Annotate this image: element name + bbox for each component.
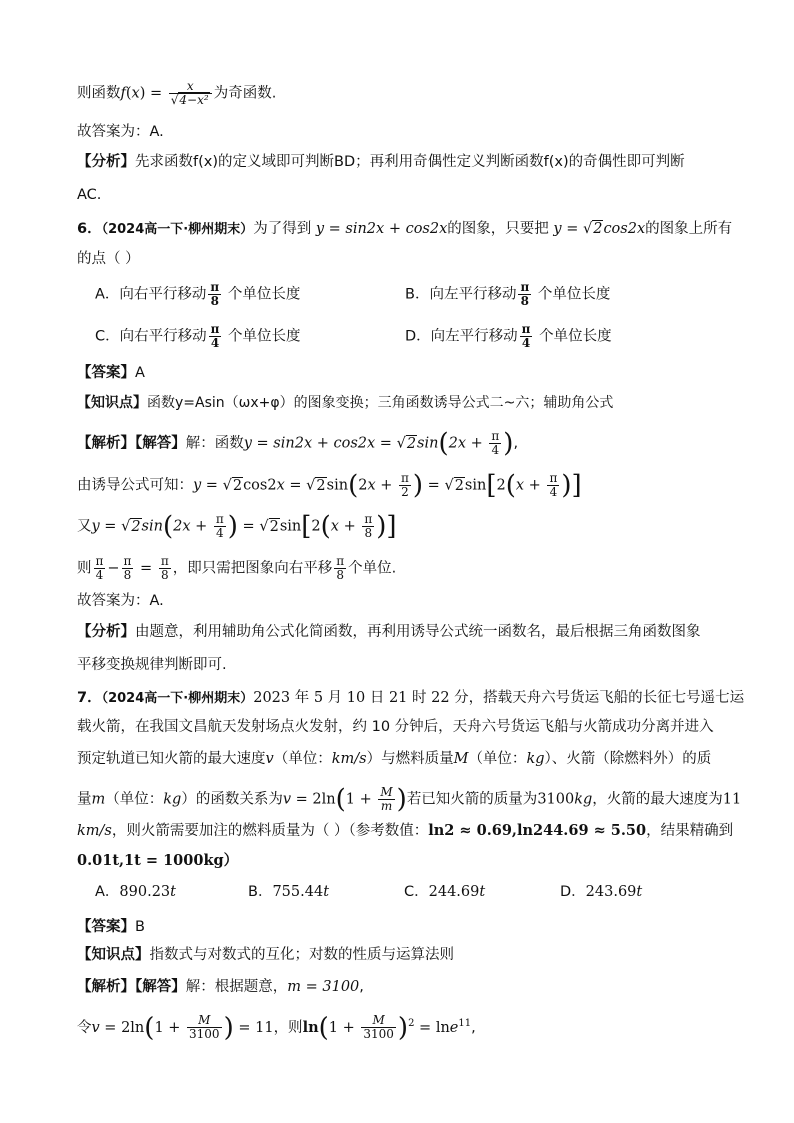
option-value: 244.69: [428, 884, 480, 900]
q7-number: 7．: [77, 690, 102, 706]
q6-solution-line4: 则 $\frac{\pi}{4}$ − $\frac{\pi}{8}$ = $\frac{\pi}{8}$ ，即只需把图象向右平移 $\frac{\pi}{8}$ 个单位.: [77, 554, 397, 582]
option-letter: D．: [560, 884, 586, 900]
q6-analysis: [77, 621, 701, 643]
q7-line3-a: 预定轨道已知火箭的最大速度: [77, 751, 266, 767]
solution-text: 解：函数: [185, 435, 244, 452]
option-pre: 向左平行移动: [429, 286, 517, 303]
q7-line6: 0.01t,1t = 1000kg）: [77, 852, 239, 869]
option-letter: C．: [95, 328, 120, 345]
q7-solution-line2: 令v = 2ln(1 + $\frac{M}{3100}$ ) = 11，则ln(1 + $\frac{M}{3100}$ )$^2$ = lne$^{11}$,: [77, 1012, 476, 1043]
q7-line1: 2023 年 5 月 10 日 21 时 22 分，搭载天舟六号货运飞船的长征七号遥七运: [253, 690, 745, 706]
knowledge-text: 函数y=Asin（ωx+φ）的图象变换；三角函数诱导公式二~六；辅助角公式: [147, 395, 614, 411]
q6-solution-line3: 又y = √2sin(2x + $\frac{\pi}{4}$ ) = √2sin[2(x + $\frac{\pi}{8}$ )]: [77, 511, 397, 542]
q7-line4-b: （单位：: [105, 791, 164, 808]
then-text: ，即只需把图象向右平移: [172, 560, 333, 577]
option-value: 755.44: [272, 884, 324, 900]
q6-option-b[interactable]: [405, 281, 610, 308]
q7-stem-line1: [77, 687, 744, 710]
q6-source: （2024高一下·柳州期末）: [101, 222, 254, 237]
q6-knowledge: [77, 392, 613, 414]
frac-den: 8: [210, 294, 219, 308]
q7-line4-c: ）的函数关系为: [181, 791, 283, 808]
q6-option-d[interactable]: [405, 323, 612, 350]
q6-solution-line1: 【解析】【解答】解：函数y = sin2x + cos2x = √2sin(2x + $\frac{\pi}{4}$ ),: [77, 428, 519, 459]
q7-line3-b: （单位：: [273, 751, 332, 767]
let-mid: ，则: [273, 1019, 303, 1036]
option-value: 243.69: [585, 884, 637, 900]
knowledge-text: 指数式与对数式的互化；对数的性质与运算法则: [149, 947, 454, 963]
analysis-text: 先求函数f(x)的定义域即可判断BD；再利用奇偶性定义判断函数f(x)的奇偶性即可判断: [135, 154, 685, 170]
option-letter: B．: [248, 884, 273, 900]
option-letter: A．: [95, 884, 120, 900]
q7-option-c[interactable]: [404, 881, 485, 903]
solution-label: 【解析】【解答】: [77, 435, 186, 452]
frac-num: π: [521, 322, 531, 336]
q7-knowledge: [77, 944, 454, 966]
frac-num: π: [210, 280, 220, 294]
answer-label: 【答案】: [77, 919, 135, 935]
frac-den: 8: [520, 294, 530, 308]
q6-option-a[interactable]: [95, 281, 300, 308]
conclusion-suffix: 为奇函数.: [213, 85, 277, 102]
q7-line3-c: ）与燃料质量: [366, 751, 454, 767]
option-letter: A．: [95, 286, 120, 303]
answer-value: A: [135, 365, 145, 381]
option-post: 个单位长度: [539, 328, 612, 345]
option-letter: C．: [404, 884, 429, 900]
q6-stem-a: 为了得到: [253, 221, 312, 237]
q6-answer: [77, 362, 145, 384]
q7-answer: [77, 916, 145, 938]
q6-analysis-cont: 平移变换规律判断即可.: [77, 657, 227, 673]
q7-line4-e: ，火箭的最大速度为: [592, 791, 723, 808]
q6-option-c[interactable]: [95, 323, 301, 350]
q7-stem-line2: [77, 716, 714, 738]
q7-stem-line6: [77, 850, 238, 872]
knowledge-label: 【知识点】: [77, 947, 150, 963]
q6-stem-c: 的图象上所有: [645, 221, 733, 237]
option-pre: 向右平行移动: [119, 286, 207, 303]
frac-den: 4: [521, 336, 531, 350]
option-post: 个单位长度: [537, 286, 611, 303]
q7-option-d[interactable]: [560, 881, 642, 903]
option-value: 890.23: [119, 884, 171, 900]
analysis-text: 由题意，利用辅助角公式化简函数，再利用诱导公式统一函数名，最后根据三角函数图象: [135, 624, 701, 640]
conclusion-prefix: 则函数: [77, 85, 121, 102]
intro-analysis-cont: AC.: [77, 187, 102, 203]
option-unit: t: [636, 884, 643, 900]
q7-line3-e: ）、火箭（除燃料外）的质: [544, 751, 712, 767]
option-post: 个单位长度: [228, 328, 301, 345]
knowledge-label: 【知识点】: [77, 395, 147, 411]
function-fraction: $\frac{x}{\text{√4−x²}}$: [169, 80, 212, 107]
analysis-label: 【分析】: [77, 154, 135, 170]
frac-den: 4: [210, 336, 220, 350]
q6-stem-b: 的图象，只要把: [447, 221, 549, 237]
answer-value: B: [135, 919, 145, 935]
let-label: 令: [77, 1019, 92, 1036]
option-letter: B．: [405, 286, 430, 303]
q7-option-b[interactable]: [248, 881, 329, 903]
option-pre: 向左平行移动: [430, 328, 518, 345]
q6-number: 6．: [77, 221, 102, 237]
intro-answer: 故答案为：A.: [77, 124, 164, 140]
q6-stem-line2: 的点（ ）: [77, 251, 140, 267]
option-unit: t: [170, 884, 176, 900]
solution-label: 【解析】【解答】: [77, 979, 186, 995]
q7-line3-d: （单位：: [468, 751, 527, 767]
q7-stem-line5: km/s，则火箭需要加注的燃料质量为（ ）（参考数值：ln2 ≈ 0.69,ln244.69 ≈ 5.50，结果精确到: [77, 822, 734, 839]
q7-stem-line3: 预定轨道已知火箭的最大速度v（单位：km/s）与燃料质量M（单位：kg）、火箭（除燃料外）的质: [77, 751, 712, 767]
q7-line5-b: ，结果精确到: [646, 823, 734, 839]
q7-line4-a: 量: [77, 791, 92, 808]
answer-label: 【答案】: [77, 365, 135, 381]
frac-num: π: [520, 280, 530, 294]
solution-text: 解：根据题意，: [185, 979, 288, 995]
q6-stem-line1: 6．（2024高一下·柳州期末）为了得到 y = sin2x + cos2x的图象，只要把 y = √2cos2x的图象上所有: [77, 221, 733, 237]
q7-option-a[interactable]: [95, 881, 176, 903]
option-unit: t: [479, 884, 486, 900]
q7-line2: 载火箭，在我国文昌航天发射场点火发射，约 10 分钟后，天舟六号货运飞船与火箭成功分离并进入: [77, 719, 714, 735]
then-label: 则: [77, 560, 92, 577]
m-value: m = 3100: [287, 979, 360, 995]
q7-source: （2024高一下·柳州期末）: [101, 691, 254, 706]
intro-analysis: [77, 151, 685, 173]
q7-solution-line1: 【解析】【解答】解：根据题意，m = 3100,: [77, 979, 364, 995]
then-end: 个单位.: [348, 560, 397, 577]
induce-label: 由诱导公式可知：: [77, 477, 193, 494]
frac-num: π: [210, 322, 220, 336]
q7-line4-d: 若已知火箭的质量为: [406, 791, 538, 808]
analysis-label: 【分析】: [77, 624, 135, 640]
q6-solution-line2: 由诱导公式可知：y = √2cos2x = √2sin(2x + $\frac{\pi}{2}$ ) = √2sin[2(x + $\frac{\pi}{4}$ )]: [77, 470, 582, 501]
conclusion-line: 则函数f(x) = $\frac{x}{\text{√4−x²}}$ 为奇函数.: [77, 79, 277, 107]
q7-line5-a: ，则火箭需要加注的燃料质量为（ ）（参考数值：: [111, 823, 429, 839]
option-letter: D．: [405, 328, 431, 345]
option-unit: t: [323, 884, 330, 900]
again-label: 又: [77, 518, 92, 535]
option-post: 个单位长度: [227, 286, 301, 303]
q7-stem-line4: 量m（单位：kg）的函数关系为v = 2ln(1 + $\frac{M}{m}$ )若已知火箭的质量为3100kg，火箭的最大速度为11: [77, 784, 742, 815]
option-pre: 向右平行移动: [119, 328, 207, 345]
q6-answer-line: 故答案为：A.: [77, 593, 164, 609]
